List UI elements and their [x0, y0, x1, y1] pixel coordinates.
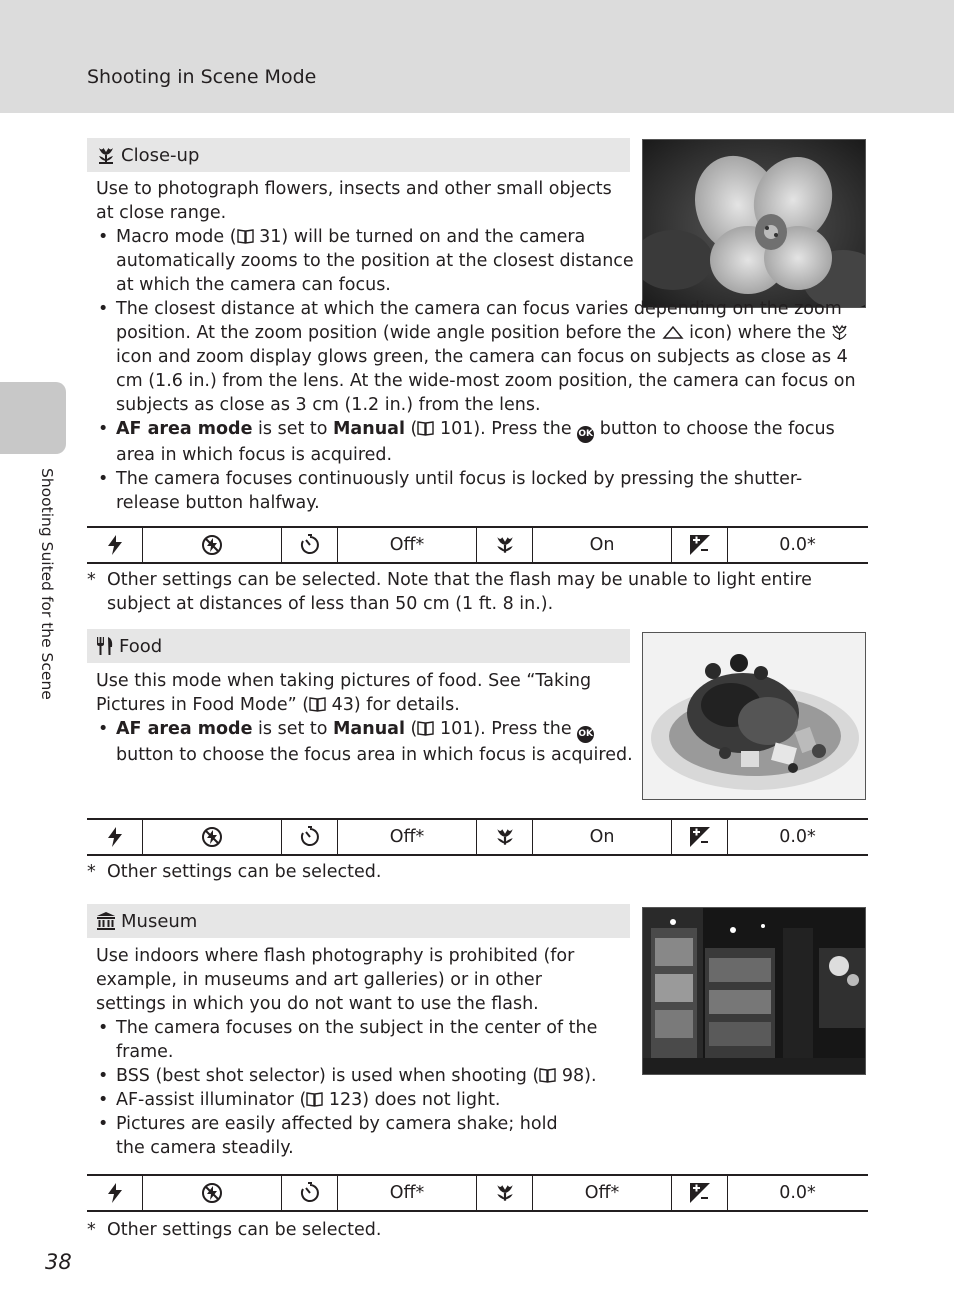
text: is set to — [252, 419, 334, 439]
page-reference-icon — [309, 696, 326, 712]
museum-settings-table — [87, 1174, 868, 1212]
list-item — [96, 1088, 636, 1112]
macro-value: On — [533, 820, 672, 854]
museum-bullets — [96, 1016, 866, 1160]
bold-text: Manual — [333, 719, 405, 739]
flash-off-icon — [143, 528, 282, 562]
chapter-label: Shooting Suited for the Scene — [38, 468, 56, 700]
text: Pictures are easily affected by camera shake; hold the camera steadily. — [116, 1114, 558, 1158]
self-timer-value: Off* — [338, 1176, 477, 1210]
closeup-tulip-icon — [96, 145, 116, 165]
page-reference-icon — [306, 1091, 323, 1107]
exposure-value: 0.0* — [779, 1183, 816, 1203]
list-item — [96, 225, 636, 297]
text: button to choose the focus area in which focus is acquired. — [116, 745, 633, 765]
list-item — [96, 417, 866, 467]
exposure-compensation-icon — [672, 1176, 728, 1210]
text: The camera focuses on the subject in the center of the frame. — [116, 1018, 598, 1062]
footnote-text: Other settings can be selected. — [107, 1220, 382, 1240]
museum-footnote — [87, 1218, 868, 1242]
footnote-marker: * — [87, 570, 96, 590]
ok-button-icon: OK — [577, 726, 594, 743]
macro-outline-icon — [831, 324, 848, 340]
exposure-compensation-icon — [672, 820, 728, 854]
food-body — [96, 669, 866, 767]
macro-value: On — [533, 528, 672, 562]
text: BSS (best shot selector) is used when shooting ( — [116, 1066, 540, 1086]
flash-mode-icon — [87, 528, 143, 562]
closeup-settings-table — [87, 526, 868, 564]
footnote-marker: * — [87, 1220, 96, 1240]
museum-intro: Use indoors where flash photography is prohibited (for example, in museums and art galleries) or in other settings in which you do not want to use the flash. — [96, 946, 575, 1014]
text: ) does not light. — [362, 1090, 501, 1110]
bold-text: Manual — [333, 419, 405, 439]
museum-building-icon — [96, 911, 116, 931]
closeup-footnote — [87, 568, 868, 616]
section-heading-closeup — [87, 138, 630, 172]
food-fork-knife-icon — [96, 636, 114, 656]
section-title: Food — [119, 635, 163, 657]
list-item — [96, 1064, 636, 1088]
list-item — [96, 1112, 586, 1160]
exposure-value: 0.0* — [779, 535, 816, 555]
closeup-intro: Use to photograph flowers, insects and other small objects at close range. — [96, 179, 612, 223]
bold-text: AF area mode — [116, 419, 253, 439]
page-ref: 98 — [561, 1066, 585, 1086]
chapter-tab — [0, 382, 66, 454]
text: ). — [584, 1066, 597, 1086]
text: AF-assist illuminator ( — [116, 1090, 307, 1110]
page-ref: 123 — [328, 1090, 363, 1110]
footnote-text: Other settings can be selected. Note that the flash may be unable to light entire subject at distances of less than 50 cm (1 ft. 8 in.). — [107, 570, 812, 614]
macro-mode-icon — [477, 820, 533, 854]
exposure-compensation-icon — [672, 528, 728, 562]
text: Use this mode when taking pictures of food. See “Taking Pictures in Food Mode” ( — [96, 671, 592, 715]
section-heading-museum — [87, 904, 630, 938]
food-bullets — [96, 717, 866, 767]
ok-button-icon: OK — [577, 426, 594, 443]
self-timer-value: Off* — [338, 528, 477, 562]
macro-mode-icon — [477, 1176, 533, 1210]
footnote-marker: * — [87, 862, 96, 882]
macro-value: Off* — [533, 1176, 672, 1210]
bold-text: AF area mode — [116, 719, 253, 739]
text: icon and zoom display glows green, the camera can focus on subjects as close as 4 cm (1.6 in.) from the lens. At the wide-most zoom position, the camera can focus on subjects as close as 3 cm (1.2 in.) from the lens. — [116, 347, 856, 415]
flash-mode-icon — [87, 1176, 143, 1210]
tele-triangle-icon — [662, 324, 684, 340]
text: icon) where the — [689, 323, 826, 343]
text: ) for details. — [353, 695, 460, 715]
section-heading-food — [87, 629, 630, 663]
page-reference-icon — [417, 420, 434, 436]
section-title: Museum — [121, 910, 198, 932]
food-intro — [96, 669, 616, 717]
page-number: 38 — [45, 1250, 72, 1274]
text: ( — [404, 719, 418, 739]
museum-body — [96, 944, 866, 1160]
self-timer-value: Off* — [338, 820, 477, 854]
text: ( — [404, 419, 418, 439]
page-ref: 101 — [439, 419, 474, 439]
page-reference-icon — [417, 720, 434, 736]
closeup-bullets — [96, 225, 866, 515]
footnote-text: Other settings can be selected. — [107, 862, 382, 882]
text: ). Press the — [473, 419, 572, 439]
list-item — [96, 467, 866, 515]
page-ref: 43 — [331, 695, 354, 715]
text: The closest distance at which the camera can focus varies depending on the zoom position. At the zoom position (wide angle position before the — [116, 299, 842, 343]
self-timer-icon — [282, 528, 338, 562]
text: ). Press the — [473, 719, 572, 739]
list-item — [96, 717, 636, 767]
list-item — [96, 297, 866, 417]
list-item — [96, 1016, 616, 1064]
section-title: Close-up — [121, 144, 200, 166]
macro-mode-icon — [477, 528, 533, 562]
food-settings-table — [87, 818, 868, 856]
flash-off-icon — [143, 820, 282, 854]
text: Macro mode ( — [116, 227, 237, 247]
food-footnote — [87, 860, 868, 884]
text: button to choose the focus area in which focus is acquired. — [116, 419, 835, 465]
self-timer-icon — [282, 1176, 338, 1210]
page-header — [0, 0, 954, 113]
text: The camera focuses continuously until focus is locked by pressing the shutter-release button halfway. — [116, 469, 803, 513]
exposure-value: 0.0* — [779, 827, 816, 847]
text: ) will be turned on and the camera automatically zooms to the position at the closest distance at which the camera can focus. — [116, 227, 634, 295]
page-title: Shooting in Scene Mode — [87, 66, 317, 88]
closeup-body — [96, 177, 866, 515]
flash-mode-icon — [87, 820, 143, 854]
page-reference-icon — [539, 1067, 556, 1083]
text: is set to — [252, 719, 334, 739]
self-timer-icon — [282, 820, 338, 854]
page-ref: 31 — [259, 227, 282, 247]
flash-off-icon — [143, 1176, 282, 1210]
page-ref: 101 — [439, 719, 474, 739]
page-reference-icon — [237, 228, 254, 244]
